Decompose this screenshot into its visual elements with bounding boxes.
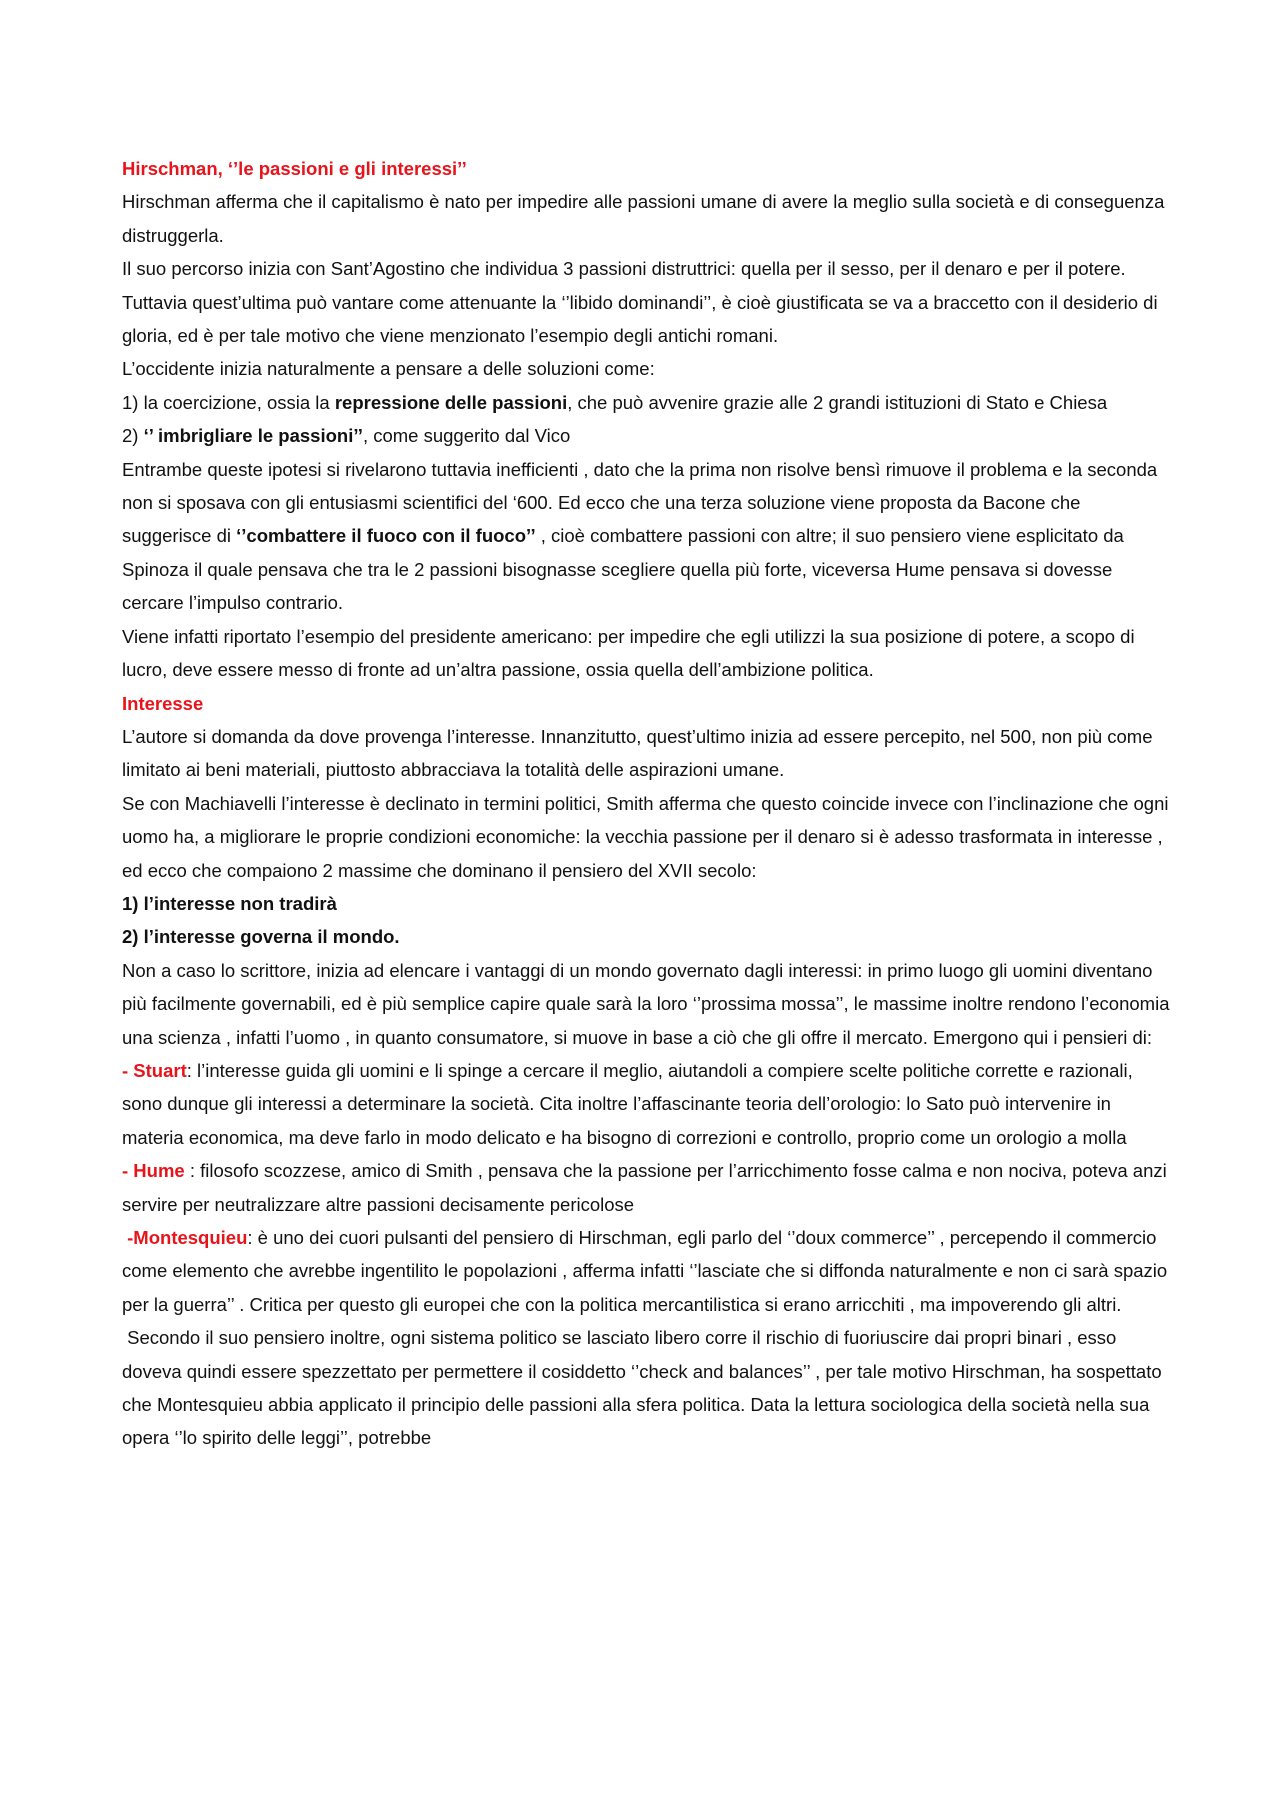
heading-title: Hirschman, ‘’le passioni e gli interessi’’: [122, 158, 467, 179]
paragraph: Hirschman afferma che il capitalismo è nato per impedire alle passioni umane di avere la meglio sulla società e di conseguenza distruggerla.: [122, 191, 1165, 246]
document-body: [122, 152, 1172, 1455]
paragraph: Viene infatti riportato l’esempio del presidente americano: per impedire che egli utilizzi la sua posizione di potere, a scopo di lucro, deve essere messo di fronte ad un’altra passione, ossia quella dell’ambizione politica.: [122, 625, 1135, 681]
maxim-item: 2) l’interesse governa il mondo.: [122, 926, 400, 948]
author-item: - Hume : filosofo scozzese, amico di Smith , pensava che la passione per l’arricchimento fosse calma e non nociva, poteva anzi servire per neutralizzare altre passioni decisamente pericolose: [122, 1160, 1167, 1215]
author-item: - Stuart: l’interesse guida gli uomini e li spinge a cercare il meglio, aiutandoli a compiere scelte politiche corrette e razionali, sono dunque gli interessi a determinare la società. Cita inoltre l’affascinante teoria dell’orologio: lo Sato può intervenire in materia economica, ma deve farlo in modo delicato e ha bisogno di correzioni e controllo, proprio come un orologio a molla: [122, 1059, 1133, 1148]
paragraph: Non a caso lo scrittore, inizia ad elencare i vantaggi di un mondo governato dagli interessi: in primo luogo gli uomini diventano più facilmente governabili, ed è più semplice capire quale sarà la loro ‘’prossima mossa’’, le massime inoltre rendono l’economia una scienza , infatti l’uomo , in quanto consumatore, si muove in base a ciò che gli offre il mercato. Emergono qui i pensieri di:: [122, 959, 1170, 1048]
list-item: 1) la coercizione, ossia la repressione delle passioni, che può avvenire grazie alle 2 grandi istituzioni di Stato e Chiesa: [122, 391, 1108, 413]
paragraph: Se con Machiavelli l’interesse è declinato in termini politici, Smith afferma che questo coincide invece con l’inclinazione che ogni uomo ha, a migliorare le proprie condizioni economiche: la vecchia passione per il denaro si è adesso trasformata in interesse , ed ecco che compaiono 2 massime che dominano il pensiero del XVII secolo:: [122, 792, 1169, 881]
paragraph: L’autore si domanda da dove provenga l’interesse. Innanzitutto, quest’ultimo inizia ad essere percepito, nel 500, non più come limitato ai beni materiali, piuttosto abbracciava la totalità delle aspirazioni umane.: [122, 725, 1153, 781]
paragraph: Il suo percorso inizia con Sant’Agostino che individua 3 passioni distruttrici: quella per il sesso, per il denaro e per il potere. Tuttavia quest’ultima può vantare come attenuante la ‘’libido dominandi’’, è cioè giustificata se va a braccetto con il desiderio di gloria, ed è per tale motivo che viene menzionato l’esempio degli antichi romani.: [122, 258, 1158, 347]
paragraph: Entrambe queste ipotesi si rivelarono tuttavia inefficienti , dato che la prima non risolve bensì rimuove il problema e la seconda non si sposava con gli entusiasmi scientifici del ‘600. Ed ecco che una terza soluzione viene proposta da Bacone che suggerisce di ‘’combattere il fuoco con il fuoco’’ , cioè combattere passioni con altre; il suo pensiero viene esplicitato da Spinoza il quale pensava che tra le 2 passioni bisognasse scegliere quella più forte, viceversa Hume pensava si dovesse cercare l’impulso contrario.: [122, 458, 1158, 614]
list-item: 2) ‘’ imbrigliare le passioni’’, come suggerito dal Vico: [122, 425, 571, 447]
paragraph: Secondo il suo pensiero inoltre, ogni sistema politico se lasciato libero corre il rischio di fuoriuscire dai propri binari , esso doveva quindi essere spezzettato per permettere il cosiddetto ‘’check and balances’’ , per tale motivo Hirschman, ha sospettato che Montesquieu abbia applicato il principio delle passioni alla sfera politica. Data la lettura sociologica della società nella sua opera ‘’lo spirito delle leggi’’, potrebbe: [122, 1327, 1162, 1449]
paragraph: L’occidente inizia naturalmente a pensare a delle soluzioni come:: [122, 358, 655, 380]
maxim-item: 1) l’interesse non tradirà: [122, 892, 337, 914]
author-item: -Montesquieu: è uno dei cuori pulsanti del pensiero di Hirschman, egli parlo del ‘’doux commerce’’ , percependo il commercio come elemento che avrebbe ingentilito le popolazioni , afferma infatti ‘’lasciate che si diffonda naturalmente e non ci sarà spazio per la guerra’’ . Critica per questo gli europei che con la politica mercantilistica si erano arricchiti , ma impoverendo gli altri.: [122, 1227, 1168, 1315]
heading-section: Interesse: [122, 692, 204, 714]
